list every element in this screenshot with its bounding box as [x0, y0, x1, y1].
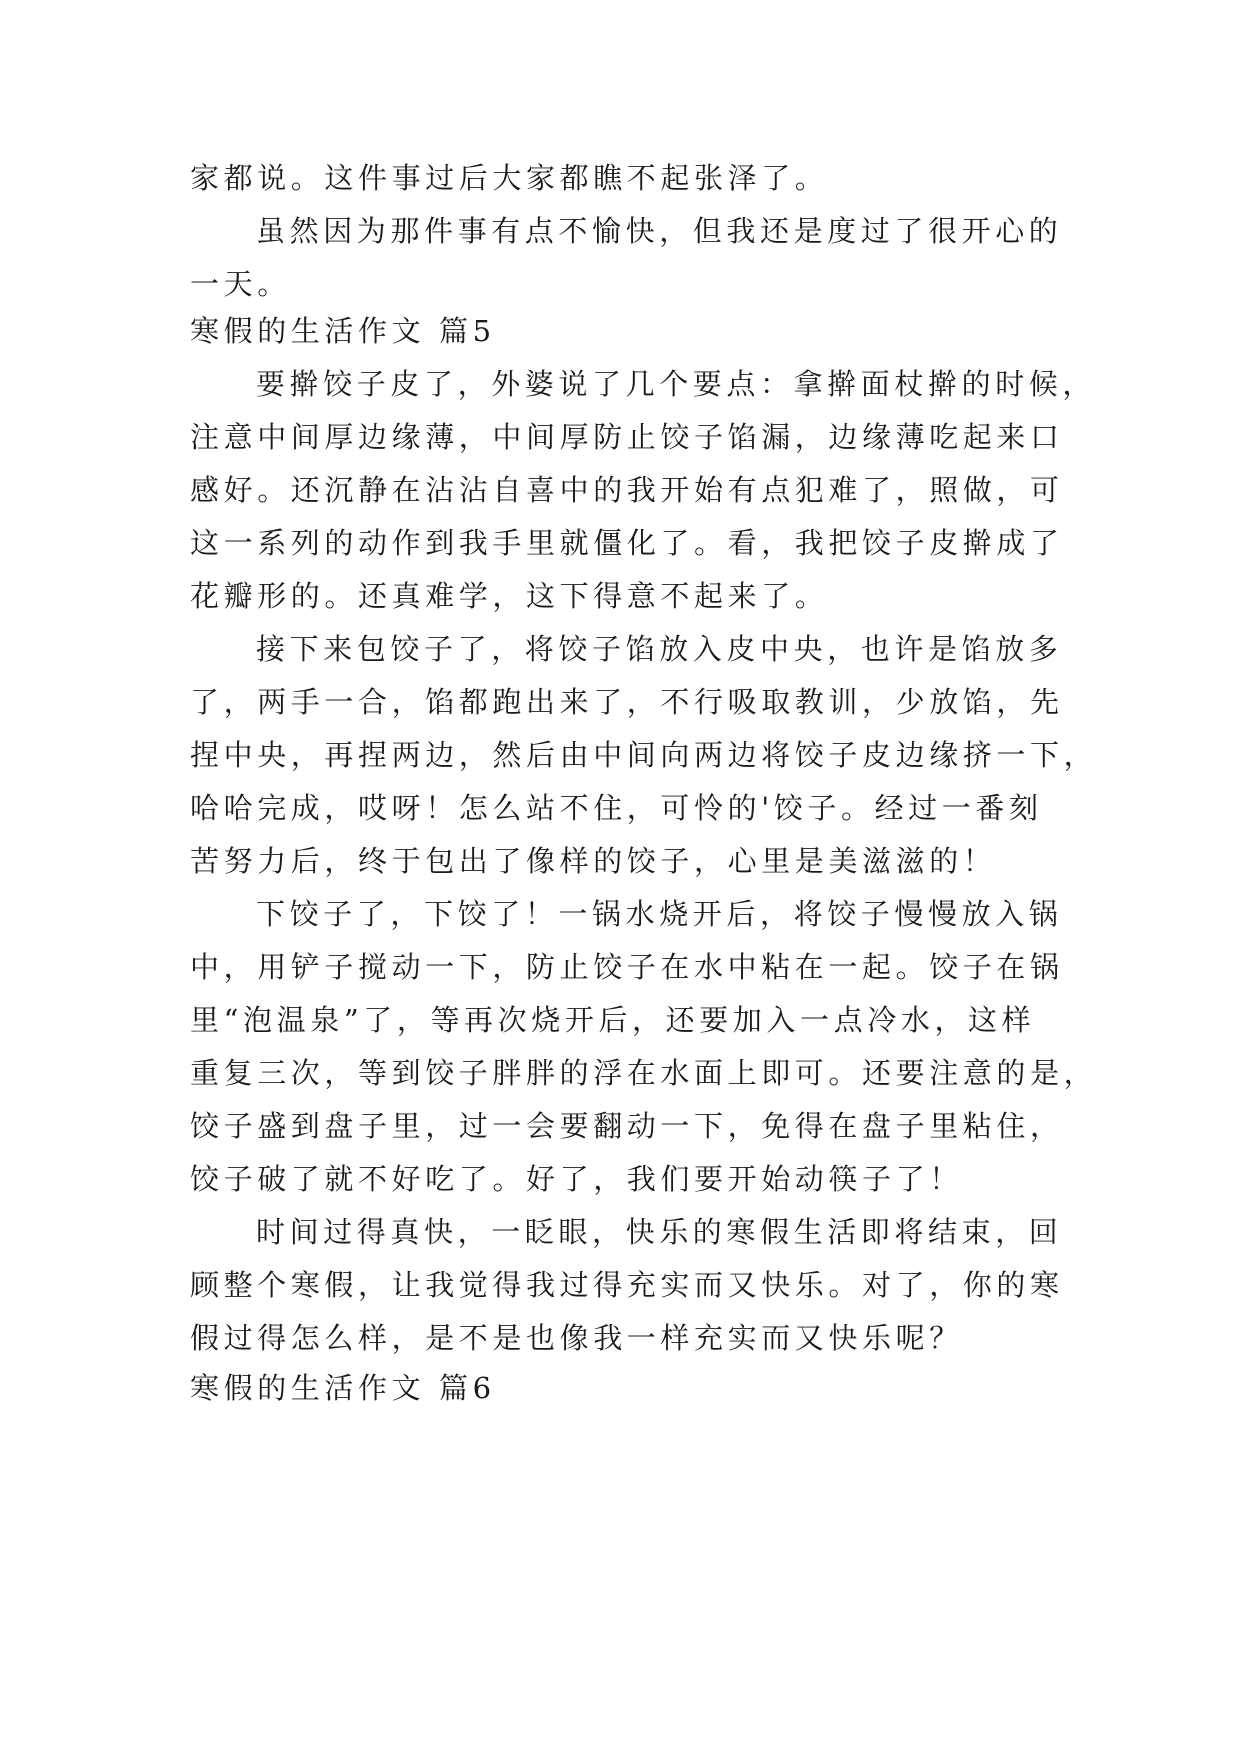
paragraph-line: 一天。 — [190, 267, 291, 301]
section-heading: 寒假的生活作文 篇6 — [190, 1371, 496, 1405]
paragraph-line: 接下来包饺子了，将饺子馅放入皮中央，也许是馅放多 — [256, 632, 1063, 666]
paragraph-line: 虽然因为那件事有点不愉快，但我还是度过了很开心的 — [256, 214, 1063, 248]
paragraph-line: 捏中央，再捏两边，然后由中间向两边将饺子皮边缘挤一下， — [190, 738, 1098, 772]
paragraph-line: 这一系列的动作到我手里就僵化了。看，我把饺子皮擀成了 — [190, 526, 1064, 560]
paragraph-line: 假过得怎么样，是不是也像我一样充实而又快乐呢？ — [190, 1321, 963, 1355]
paragraph-line: 苦努力后，终于包出了像样的饺子，心里是美滋滋的！ — [190, 844, 997, 878]
paragraph-line: 了，两手一合，馅都跑出来了，不行吸取教训，少放馅，先 — [190, 685, 1064, 719]
paragraph-line: 重复三次，等到饺子胖胖的浮在水面上即可。还要注意的是， — [190, 1056, 1098, 1090]
paragraph-line: 哈哈完成，哎呀！怎么站不住，可怜的'饺子。经过一番刻 — [190, 791, 1043, 825]
paragraph-line: 里“泡温泉”了，等再次烧开后，还要加入一点冷水，这样 — [190, 1003, 1036, 1037]
paragraph-line: 要擀饺子皮了，外婆说了几个要点：拿擀面杖擀的时候， — [256, 367, 1097, 401]
paragraph-line: 感好。还沉静在沾沾自喜中的我开始有点犯难了，照做，可 — [190, 473, 1064, 507]
paragraph-line: 注意中间厚边缘薄，中间厚防止饺子馅漏，边缘薄吃起来口 — [190, 420, 1064, 454]
paragraph-line: 饺子盛到盘子里，过一会要翻动一下，免得在盘子里粘住， — [190, 1109, 1064, 1143]
paragraph-line: 花瓣形的。还真难学，这下得意不起来了。 — [190, 579, 829, 613]
paragraph-line: 下饺子了，下饺了！一锅水烧开后，将饺子慢慢放入锅 — [256, 897, 1063, 931]
paragraph-line: 时间过得真快，一眨眼，快乐的寒假生活即将结束，回 — [256, 1215, 1063, 1249]
section-heading: 寒假的生活作文 篇5 — [190, 314, 496, 348]
paragraph-line: 饺子破了就不好吃了。好了，我们要开始动筷子了！ — [190, 1162, 963, 1196]
paragraph-line: 顾整个寒假，让我觉得我过得充实而又快乐。对了，你的寒 — [190, 1268, 1064, 1302]
paragraph-line: 家都说。这件事过后大家都瞧不起张泽了。 — [190, 161, 829, 195]
paragraph-line: 中，用铲子搅动一下，防止饺子在水中粘在一起。饺子在锅 — [190, 950, 1064, 984]
